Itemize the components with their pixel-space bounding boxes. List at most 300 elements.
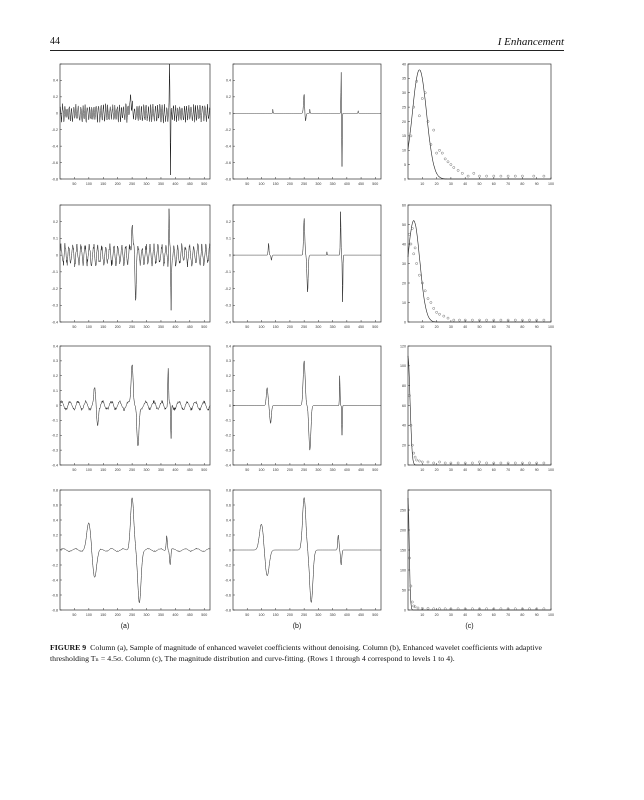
- x-tick-label: 250: [301, 182, 308, 186]
- y-tick-label: 0: [229, 548, 231, 553]
- y-tick-label: 0: [229, 403, 231, 408]
- y-tick-label: -0.1: [51, 270, 58, 275]
- x-tick-label: 70: [506, 613, 511, 617]
- y-tick-label: 100: [400, 568, 406, 573]
- data-point: [478, 461, 480, 463]
- panel-row2-a: [52, 205, 210, 329]
- y-tick-label: 40: [402, 242, 406, 247]
- x-tick-label: 20: [434, 613, 439, 617]
- panel-row3-b: [225, 344, 381, 472]
- x-tick-label: 350: [329, 325, 336, 329]
- y-tick-label: -0.8: [51, 177, 58, 182]
- x-tick-label: 10: [420, 325, 425, 329]
- x-tick-label: 350: [157, 613, 164, 617]
- data-point: [444, 462, 446, 464]
- x-tick-label: 400: [343, 325, 350, 329]
- y-tick-label: 0.1: [53, 388, 58, 393]
- signal-line: [233, 72, 381, 166]
- data-point: [421, 97, 423, 99]
- y-tick-label: -0.6: [51, 593, 58, 598]
- x-tick-label: 20: [434, 468, 439, 472]
- data-point: [443, 315, 445, 317]
- y-tick-label: -0.4: [224, 578, 231, 583]
- x-tick-label: 50: [245, 182, 250, 186]
- data-point: [413, 452, 415, 454]
- data-point: [447, 317, 449, 319]
- y-tick-label: -0.1: [224, 270, 231, 275]
- signal-line: [60, 498, 210, 603]
- y-tick-label: -0.2: [51, 563, 58, 568]
- data-point: [471, 319, 473, 321]
- x-tick-label: 100: [548, 325, 554, 329]
- data-point: [438, 313, 440, 315]
- y-tick-label: 200: [400, 528, 406, 533]
- x-tick-label: 40: [463, 182, 468, 186]
- x-tick-label: 200: [286, 325, 293, 329]
- panel-row3-a: [52, 344, 210, 472]
- y-tick-label: 40: [402, 423, 406, 428]
- x-tick-label: 50: [245, 325, 250, 329]
- data-point: [430, 301, 432, 303]
- y-tick-label: 60: [402, 403, 406, 408]
- x-tick-label: 350: [329, 182, 336, 186]
- panel-row3-c: [400, 344, 554, 472]
- data-point: [473, 172, 475, 174]
- axes-frame: [408, 64, 551, 179]
- axes-frame: [233, 64, 381, 179]
- x-tick-label: 20: [434, 325, 439, 329]
- x-tick-label: 500: [201, 325, 208, 329]
- y-tick-label: 0.2: [53, 95, 58, 100]
- data-point: [500, 175, 502, 177]
- y-tick-label: 0: [404, 463, 406, 468]
- x-tick-label: 60: [491, 468, 496, 472]
- y-tick-label: 5: [404, 162, 406, 167]
- fitted-curve: [408, 70, 551, 179]
- data-point: [438, 461, 440, 463]
- y-tick-label: 0: [229, 253, 231, 258]
- x-tick-label: 200: [114, 182, 121, 186]
- x-tick-label: 300: [143, 182, 150, 186]
- x-tick-label: 400: [172, 468, 179, 472]
- x-tick-label: 10: [420, 613, 425, 617]
- data-point: [416, 459, 418, 461]
- data-point: [486, 175, 488, 177]
- x-tick-label: 100: [85, 468, 92, 472]
- x-tick-label: 30: [448, 468, 453, 472]
- data-point: [486, 608, 488, 610]
- panel-row1-b: [225, 64, 381, 186]
- data-point: [528, 608, 530, 610]
- x-tick-label: 350: [157, 468, 164, 472]
- data-point: [500, 462, 502, 464]
- y-tick-label: 150: [400, 548, 406, 553]
- x-tick-label: 100: [548, 182, 554, 186]
- x-tick-label: 80: [520, 613, 525, 617]
- y-tick-label: 0.1: [226, 236, 231, 241]
- data-point: [543, 462, 545, 464]
- data-point: [528, 319, 530, 321]
- y-tick-label: -0.6: [51, 160, 58, 165]
- x-tick-label: 500: [372, 468, 379, 472]
- y-tick-label: 25: [402, 105, 406, 110]
- y-tick-label: 0.4: [53, 78, 58, 83]
- y-tick-label: 0.8: [226, 488, 231, 493]
- x-tick-label: 500: [201, 468, 208, 472]
- y-tick-label: -0.2: [224, 563, 231, 568]
- x-tick-label: 150: [272, 182, 279, 186]
- x-tick-label: 50: [245, 613, 250, 617]
- x-tick-label: 150: [272, 325, 279, 329]
- y-tick-label: 0.4: [226, 344, 231, 349]
- fitted-curve: [408, 221, 551, 322]
- x-tick-label: 60: [491, 613, 496, 617]
- data-point: [433, 462, 435, 464]
- data-point: [514, 319, 516, 321]
- y-tick-label: 0.2: [226, 374, 231, 379]
- x-tick-label: 350: [329, 468, 336, 472]
- y-tick-label: 0.2: [226, 533, 231, 538]
- data-point: [457, 608, 459, 610]
- y-tick-label: 0.4: [226, 78, 231, 83]
- x-tick-label: 250: [129, 182, 136, 186]
- y-tick-label: 0.4: [53, 518, 58, 523]
- data-point: [514, 175, 516, 177]
- x-tick-label: 50: [72, 613, 77, 617]
- y-tick-label: -0.3: [51, 448, 58, 453]
- y-tick-label: -0.4: [51, 144, 58, 149]
- x-tick-label: 450: [358, 325, 365, 329]
- signal-line: [233, 361, 381, 450]
- x-tick-label: 20: [434, 182, 439, 186]
- y-tick-label: 250: [400, 508, 406, 513]
- signal-line: [233, 212, 381, 302]
- y-tick-label: -0.6: [224, 160, 231, 165]
- y-tick-label: 0: [404, 177, 406, 182]
- y-tick-label: 10: [402, 300, 406, 305]
- panel-row1-c: [402, 62, 554, 186]
- data-point: [441, 152, 443, 154]
- x-tick-label: 250: [301, 468, 308, 472]
- y-tick-label: 0.3: [53, 359, 58, 364]
- x-tick-label: 450: [186, 182, 193, 186]
- y-tick-label: 50: [402, 222, 406, 227]
- y-tick-label: 120: [400, 344, 406, 349]
- x-tick-label: 80: [520, 325, 525, 329]
- x-tick-label: 500: [372, 182, 379, 186]
- x-tick-label: 50: [245, 468, 250, 472]
- data-point: [461, 172, 463, 174]
- caption-text: Column (a), Sample of magnitude of enhanced wavelet coefficients without denoising. Column (b), Enhanced wavelet coefficients with adaptive thresholding Tₙ = 4.5σ. Column (c), The magnitude distribution and curve-fitting. (Rows 1 through 4 correspond to levels 1 to 4).: [50, 643, 542, 663]
- y-tick-label: -0.6: [224, 593, 231, 598]
- x-tick-label: 300: [315, 468, 322, 472]
- page-number: 44: [50, 36, 60, 47]
- x-tick-label: 50: [72, 468, 77, 472]
- y-tick-label: -0.4: [51, 463, 58, 468]
- data-point: [478, 175, 480, 177]
- data-point: [521, 175, 523, 177]
- data-point: [457, 462, 459, 464]
- data-point: [500, 608, 502, 610]
- y-tick-label: 0: [404, 320, 406, 325]
- x-tick-label: 100: [258, 613, 265, 617]
- x-tick-label: 50: [72, 182, 77, 186]
- data-point: [453, 166, 455, 168]
- y-tick-label: 20: [402, 119, 406, 124]
- y-tick-label: 0.2: [226, 95, 231, 100]
- axes-frame: [408, 205, 551, 322]
- data-point: [433, 608, 435, 610]
- y-tick-label: -0.3: [224, 303, 231, 308]
- x-tick-label: 400: [343, 468, 350, 472]
- y-tick-label: -0.4: [51, 320, 58, 325]
- axes-frame: [408, 346, 551, 465]
- x-tick-label: 300: [143, 613, 150, 617]
- x-tick-label: 100: [258, 468, 265, 472]
- y-tick-label: -0.2: [51, 128, 58, 133]
- data-point: [438, 608, 440, 610]
- x-tick-label: 200: [114, 468, 121, 472]
- data-point: [418, 115, 420, 117]
- x-tick-label: 300: [315, 182, 322, 186]
- x-tick-label: 100: [548, 613, 554, 617]
- x-tick-label: 90: [534, 613, 539, 617]
- x-tick-label: 250: [301, 613, 308, 617]
- y-tick-label: 0.4: [53, 344, 58, 349]
- data-point: [411, 601, 413, 603]
- x-tick-label: 40: [463, 468, 468, 472]
- data-point: [543, 319, 545, 321]
- x-tick-label: 500: [372, 325, 379, 329]
- y-tick-label: 0: [404, 608, 406, 613]
- y-tick-label: 50: [402, 588, 406, 593]
- y-tick-label: 30: [402, 91, 406, 96]
- column-label: (c): [465, 623, 474, 630]
- data-point: [543, 175, 545, 177]
- x-tick-label: 200: [286, 613, 293, 617]
- x-tick-label: 300: [143, 468, 150, 472]
- x-tick-label: 50: [477, 182, 482, 186]
- y-tick-label: 0.8: [53, 488, 58, 493]
- axes-frame: [60, 490, 210, 610]
- x-tick-label: 200: [114, 325, 121, 329]
- x-tick-label: 90: [534, 182, 539, 186]
- x-tick-label: 70: [506, 468, 511, 472]
- y-tick-label: 100: [400, 364, 406, 369]
- y-tick-label: -0.2: [224, 286, 231, 291]
- panel-row1-a: [52, 64, 210, 186]
- y-tick-label: 0.2: [53, 374, 58, 379]
- y-tick-label: 80: [402, 383, 406, 388]
- data-point: [427, 607, 429, 609]
- x-tick-label: 450: [358, 613, 365, 617]
- data-point: [427, 298, 429, 300]
- y-tick-label: 0.2: [226, 220, 231, 225]
- x-tick-label: 350: [329, 613, 336, 617]
- x-tick-label: 10: [420, 182, 425, 186]
- y-tick-label: 0.6: [226, 503, 231, 508]
- data-point: [514, 608, 516, 610]
- x-tick-label: 100: [85, 182, 92, 186]
- x-tick-label: 250: [129, 613, 136, 617]
- data-point: [507, 175, 509, 177]
- panel-row4-c: [400, 490, 554, 617]
- x-tick-label: 100: [258, 325, 265, 329]
- x-tick-label: 450: [186, 468, 193, 472]
- y-tick-label: -0.1: [224, 418, 231, 423]
- fitted-curve: [408, 498, 551, 610]
- x-tick-label: 100: [258, 182, 265, 186]
- x-tick-label: 60: [491, 182, 496, 186]
- x-tick-label: 90: [534, 468, 539, 472]
- column-label: (b): [292, 623, 302, 630]
- data-point: [444, 158, 446, 160]
- data-point: [500, 319, 502, 321]
- y-tick-label: 15: [402, 134, 406, 139]
- x-tick-label: 100: [85, 325, 92, 329]
- x-tick-label: 350: [157, 325, 164, 329]
- y-tick-label: 0.6: [53, 503, 58, 508]
- x-tick-label: 300: [315, 613, 322, 617]
- axes-frame: [233, 205, 381, 322]
- figure-caption: [50, 642, 564, 664]
- y-tick-label: 60: [402, 203, 406, 208]
- panel-row4-b: [225, 488, 381, 617]
- y-tick-label: 10: [402, 148, 406, 153]
- x-tick-label: 80: [520, 182, 525, 186]
- y-tick-label: -0.2: [51, 433, 58, 438]
- x-tick-label: 90: [534, 325, 539, 329]
- x-tick-label: 450: [358, 182, 365, 186]
- x-tick-label: 250: [129, 325, 136, 329]
- caption-label: FIGURE 9: [50, 643, 87, 652]
- panel-row4-a: [52, 488, 210, 617]
- x-tick-label: 350: [157, 182, 164, 186]
- x-tick-label: 30: [448, 182, 453, 186]
- panel-row2-b: [225, 205, 381, 329]
- y-tick-label: 0.2: [53, 220, 58, 225]
- x-tick-label: 50: [477, 468, 482, 472]
- y-tick-label: 35: [402, 76, 406, 81]
- x-tick-label: 50: [477, 325, 482, 329]
- data-point: [533, 175, 535, 177]
- panel-row2-c: [402, 203, 554, 329]
- x-tick-label: 300: [315, 325, 322, 329]
- y-tick-label: -0.2: [51, 286, 58, 291]
- data-point: [453, 319, 455, 321]
- x-tick-label: 150: [100, 182, 107, 186]
- data-point: [416, 262, 418, 264]
- signal-line: [60, 209, 210, 311]
- x-tick-label: 70: [506, 325, 511, 329]
- x-tick-label: 200: [286, 182, 293, 186]
- x-tick-label: 150: [272, 468, 279, 472]
- fitted-curve: [408, 356, 551, 465]
- x-tick-label: 150: [100, 325, 107, 329]
- data-point: [543, 608, 545, 610]
- y-tick-label: 30: [402, 261, 406, 266]
- x-tick-label: 10: [420, 468, 425, 472]
- x-tick-label: 250: [301, 325, 308, 329]
- data-point: [421, 461, 423, 463]
- x-tick-label: 450: [186, 613, 193, 617]
- data-point: [410, 135, 412, 137]
- data-point: [486, 462, 488, 464]
- data-point: [414, 247, 416, 249]
- y-tick-label: 0.1: [226, 388, 231, 393]
- data-point: [467, 175, 469, 177]
- y-tick-label: -0.3: [51, 303, 58, 308]
- column-label: (a): [120, 623, 130, 630]
- x-tick-label: 400: [343, 613, 350, 617]
- signal-line: [60, 64, 210, 175]
- data-point: [528, 462, 530, 464]
- data-point: [436, 311, 438, 313]
- x-tick-label: 150: [272, 613, 279, 617]
- x-tick-label: 300: [143, 325, 150, 329]
- x-tick-label: 200: [114, 613, 121, 617]
- data-point: [418, 274, 420, 276]
- signal-line: [60, 365, 210, 446]
- data-point: [417, 607, 419, 609]
- y-tick-label: 0.4: [226, 518, 231, 523]
- data-point: [410, 243, 412, 245]
- y-tick-label: 0.2: [53, 533, 58, 538]
- x-tick-label: 450: [186, 325, 193, 329]
- x-tick-label: 40: [463, 325, 468, 329]
- y-tick-label: -0.8: [51, 608, 58, 613]
- x-tick-label: 400: [172, 182, 179, 186]
- x-tick-label: 30: [448, 613, 453, 617]
- x-tick-label: 70: [506, 182, 511, 186]
- running-header-chapter: I Enhancement: [497, 36, 564, 48]
- y-tick-label: -0.8: [224, 177, 231, 182]
- x-tick-label: 50: [477, 613, 482, 617]
- x-tick-label: 400: [172, 325, 179, 329]
- x-tick-label: 50: [72, 325, 77, 329]
- x-tick-label: 400: [172, 613, 179, 617]
- data-point: [433, 307, 435, 309]
- x-tick-label: 500: [372, 613, 379, 617]
- x-tick-label: 100: [548, 468, 554, 472]
- x-tick-label: 30: [448, 325, 453, 329]
- y-tick-label: -0.4: [224, 144, 231, 149]
- x-tick-label: 250: [129, 468, 136, 472]
- y-tick-label: -0.4: [224, 320, 231, 325]
- signal-line: [233, 498, 381, 603]
- x-tick-label: 100: [85, 613, 92, 617]
- data-point: [471, 462, 473, 464]
- data-point: [444, 608, 446, 610]
- y-tick-label: 0.1: [53, 236, 58, 241]
- x-tick-label: 500: [201, 182, 208, 186]
- y-tick-label: -0.1: [51, 418, 58, 423]
- x-tick-label: 500: [201, 613, 208, 617]
- y-tick-label: -0.2: [224, 128, 231, 133]
- y-tick-label: 0: [229, 111, 231, 116]
- data-point: [418, 460, 420, 462]
- x-tick-label: 150: [100, 613, 107, 617]
- data-point: [433, 129, 435, 131]
- y-tick-label: 20: [402, 443, 406, 448]
- y-tick-label: 0: [56, 548, 58, 553]
- data-point: [493, 175, 495, 177]
- x-tick-label: 60: [491, 325, 496, 329]
- data-point: [413, 253, 415, 255]
- data-point: [486, 319, 488, 321]
- y-tick-label: -0.8: [224, 608, 231, 613]
- data-point: [414, 456, 416, 458]
